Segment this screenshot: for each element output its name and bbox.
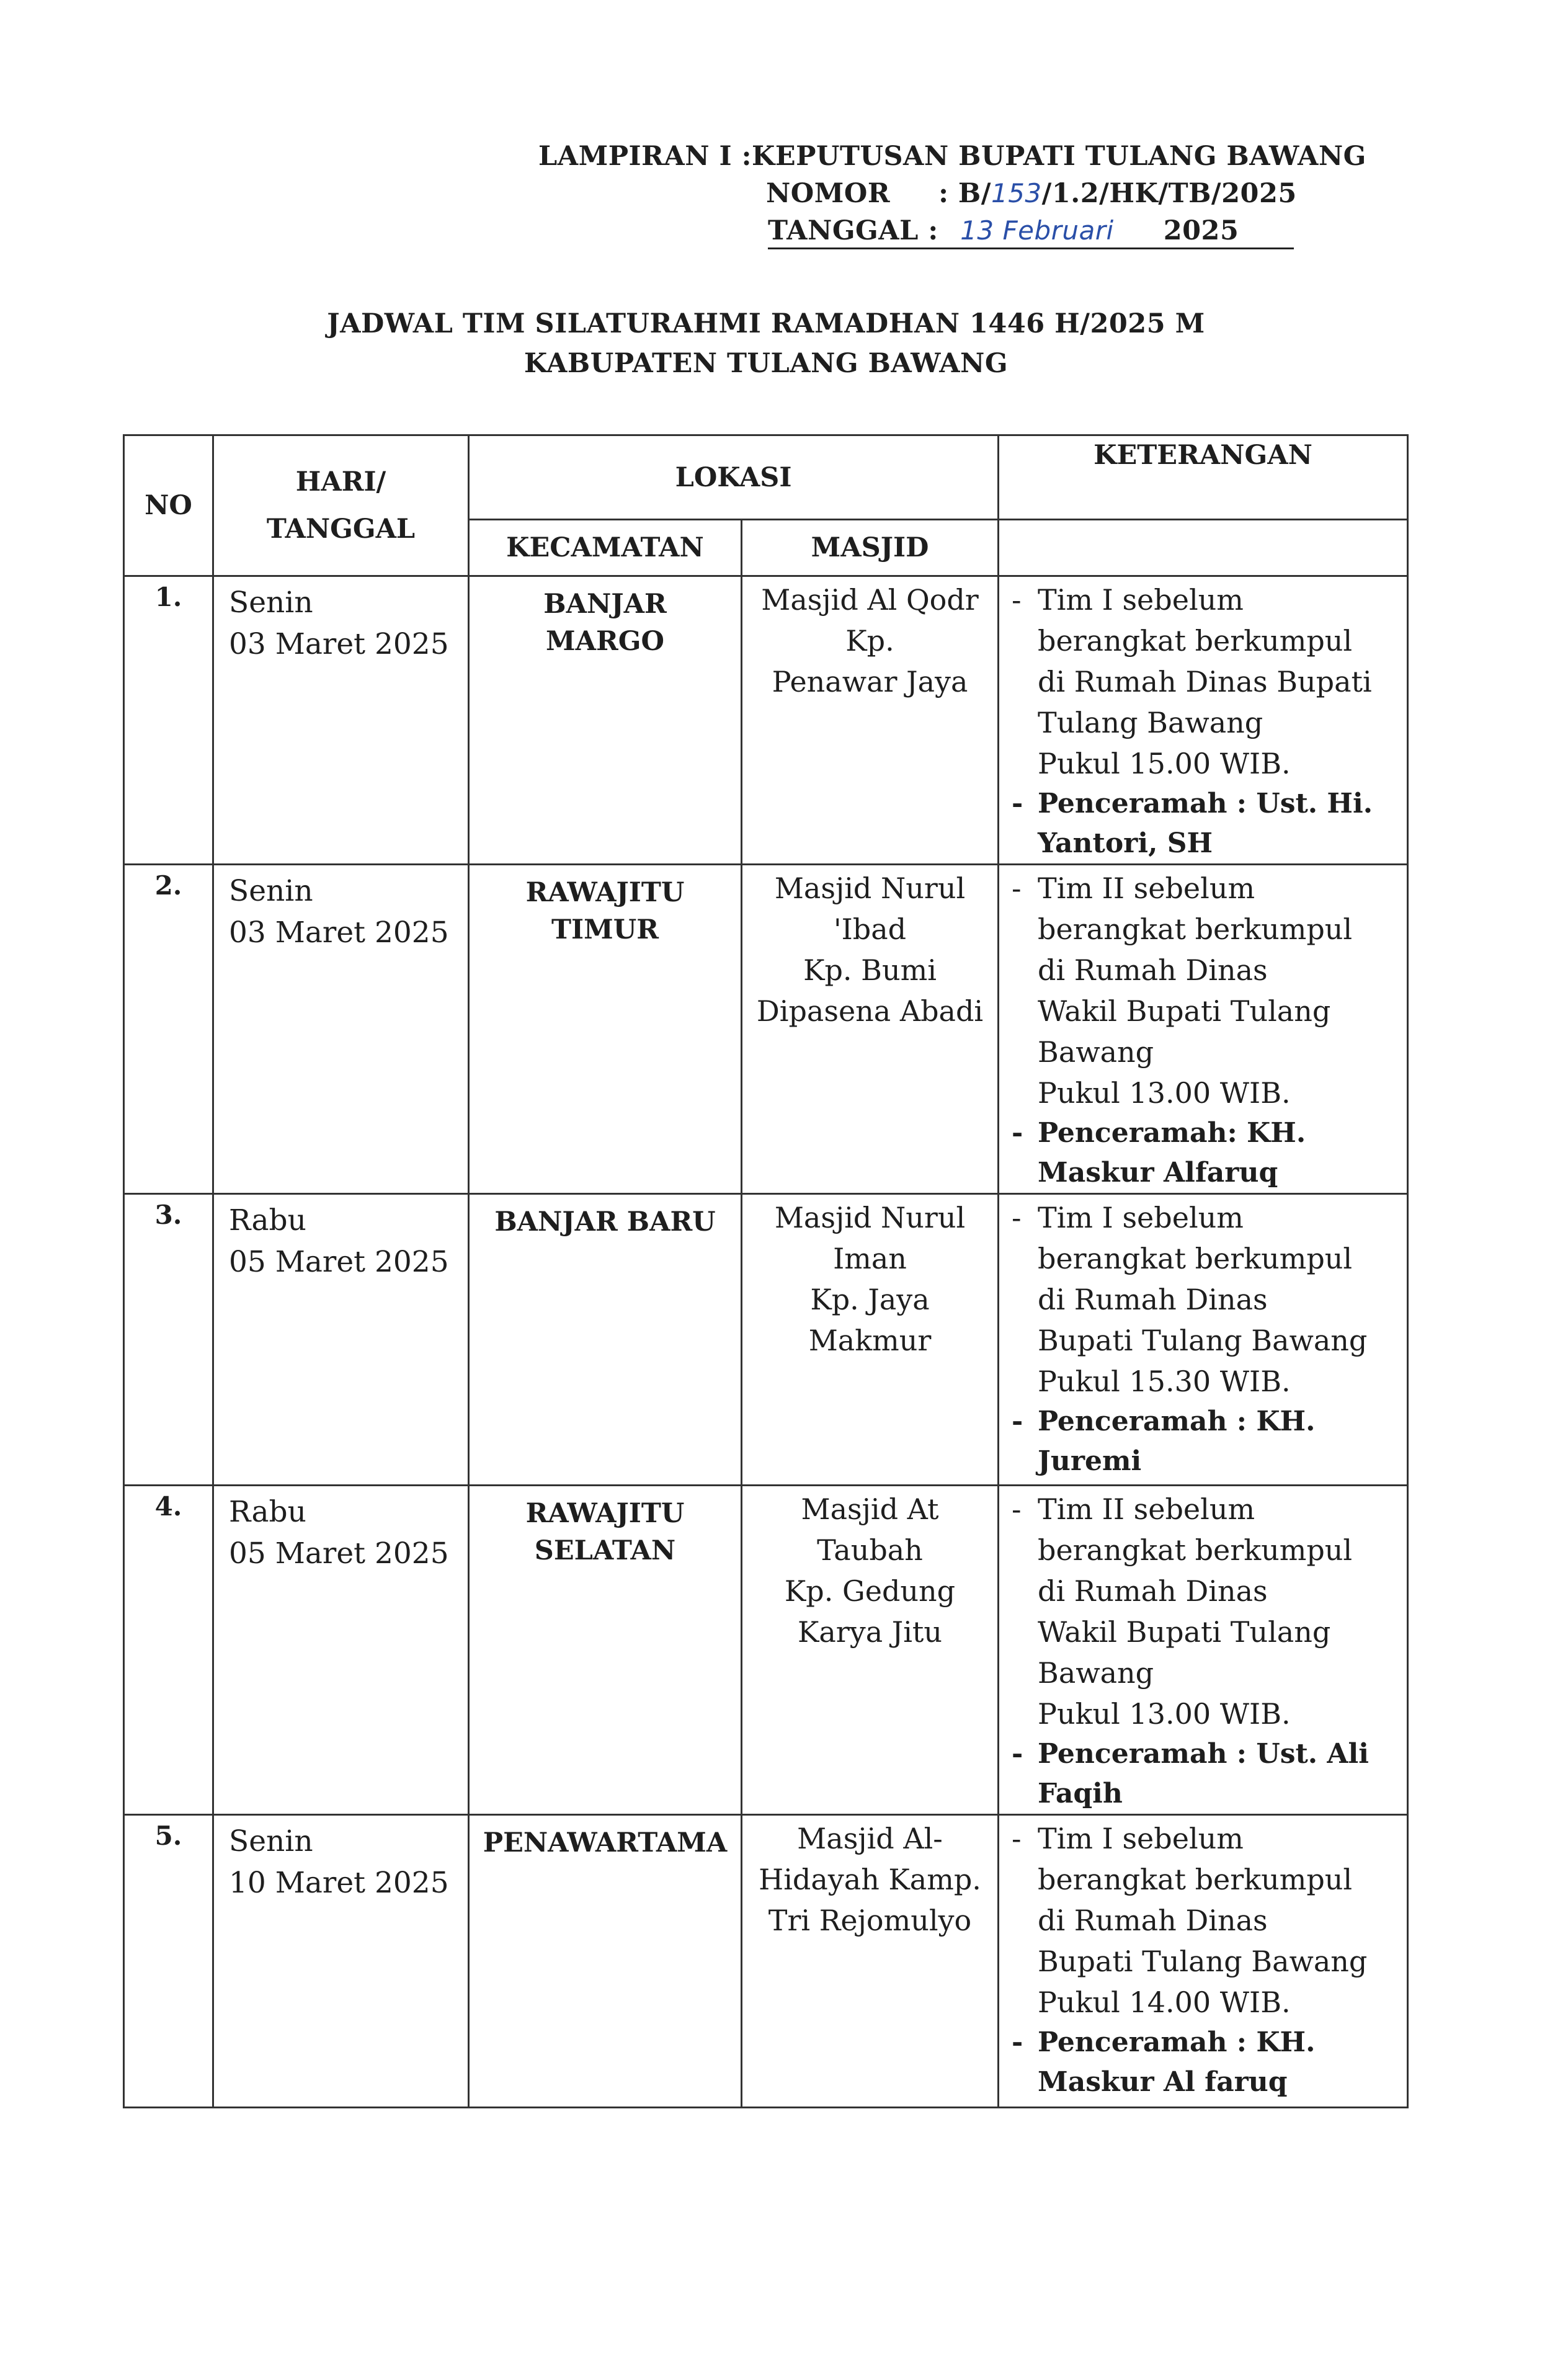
cell-keterangan [999, 576, 1408, 865]
cell-masjid [742, 1486, 999, 1815]
kecamatan-line: SELATAN [534, 1535, 676, 1566]
lampiran-label: LAMPIRAN I : [538, 141, 752, 172]
cell-masjid [742, 1194, 999, 1486]
penceramah-line: Penceramah : KH. [1038, 2026, 1316, 2058]
masjid-line: Masjid Al Qodr [761, 583, 979, 617]
keterangan-line: Wakil Bupati Tulang [1038, 1615, 1331, 1649]
header-hari-tanggal [213, 435, 469, 576]
penceramah-line: Penceramah : Ust. Ali [1038, 1738, 1369, 1770]
kecamatan-line: RAWAJITU [525, 877, 685, 908]
masjid-line: Tri Rejomulyo [768, 1904, 972, 1937]
cell-kecamatan [469, 1815, 742, 2108]
table-row [124, 1194, 1408, 1486]
tanggal-handwritten: 13 Februari [960, 215, 1114, 246]
masjid-line: Makmur [808, 1324, 932, 1357]
keterangan-line: Wakil Bupati Tulang [1038, 994, 1331, 1028]
bullet-dash: - [1012, 1492, 1022, 1526]
masjid-line: Kp. Bumi [803, 953, 937, 987]
penceramah-line: Juremi [1038, 1445, 1142, 1477]
penceramah-line: Faqih [1038, 1778, 1123, 1809]
keterangan-info [1012, 1489, 1407, 1734]
keterangan-line: di Rumah Dinas [1038, 1904, 1268, 1937]
tanggal-label: TANGGAL : [768, 215, 948, 246]
cell-keterangan [999, 1486, 1408, 1815]
bullet-dash: - [1012, 583, 1022, 617]
cell-hari-tanggal [213, 1815, 469, 2108]
bullet-dash: - [1012, 1822, 1022, 1855]
keterangan-line: di Rumah Dinas [1038, 1574, 1268, 1608]
table-row [124, 865, 1408, 1194]
keterangan-line: di Rumah Dinas [1038, 1283, 1268, 1316]
header-keterangan: KETERANGAN [999, 435, 1408, 520]
masjid-line: Iman [833, 1242, 907, 1275]
masjid-line: Karya Jitu [797, 1615, 943, 1649]
schedule-table [123, 434, 1409, 2108]
cell-kecamatan [469, 1486, 742, 1815]
cell-no: 2. [124, 865, 213, 1194]
penceramah-info [1012, 2023, 1407, 2102]
cell-keterangan [999, 865, 1408, 1194]
cell-tanggal: 03 Maret 2025 [229, 916, 449, 950]
keterangan-line: berangkat berkumpul [1038, 912, 1353, 946]
nomor-line [538, 175, 1407, 212]
cell-tanggal: 03 Maret 2025 [229, 627, 449, 661]
keterangan-info [1012, 868, 1407, 1113]
nomor-suffix: /1.2/HK/TB/2025 [1041, 178, 1297, 209]
cell-hari-tanggal [213, 576, 469, 865]
cell-kecamatan [469, 576, 742, 865]
penceramah-line: Maskur Alfaruq [1038, 1157, 1278, 1188]
penceramah-line: Maskur Al faruq [1038, 2066, 1288, 2098]
schedule-body [124, 576, 1408, 2108]
keterangan-line: Pukul 15.00 WIB. [1038, 747, 1291, 780]
bullet-dash: - [1012, 1406, 1023, 1437]
keterangan-line: berangkat berkumpul [1038, 1533, 1353, 1567]
keterangan-line: Pukul 13.00 WIB. [1038, 1076, 1291, 1110]
keterangan-line: berangkat berkumpul [1038, 1863, 1353, 1896]
kecamatan-line: PENAWARTAMA [483, 1827, 728, 1858]
document-title [186, 304, 1346, 383]
cell-kecamatan [469, 865, 742, 1194]
cell-masjid [742, 1815, 999, 2108]
bullet-dash: - [1012, 1738, 1023, 1770]
kecamatan-line: TIMUR [551, 914, 659, 945]
cell-tanggal: 05 Maret 2025 [229, 1245, 449, 1279]
masjid-line: 'Ibad [833, 912, 907, 946]
nomor-prefix: : B/ [938, 178, 991, 209]
cell-no: 4. [124, 1486, 213, 1815]
keterangan-line: Tulang Bawang [1038, 706, 1263, 739]
penceramah-line: Penceramah : Ust. Hi. [1038, 788, 1373, 819]
masjid-line: Masjid Nurul [774, 872, 966, 905]
header-masjid: MASJID [742, 520, 999, 576]
bullet-dash: - [1012, 1201, 1022, 1234]
masjid-line: Kp. Gedung [784, 1574, 956, 1608]
keterangan-line: Tim I sebelum [1038, 583, 1244, 617]
keterangan-info [1012, 1818, 1407, 2023]
cell-hari-tanggal [213, 1194, 469, 1486]
title-line-2: KABUPATEN TULANG BAWANG [523, 348, 1009, 379]
keterangan-line: Bawang [1038, 1035, 1154, 1069]
nomor-label: NOMOR [766, 178, 891, 209]
bullet-dash: - [1012, 2026, 1023, 2058]
cell-hari: Senin [229, 1824, 313, 1858]
title-line-1: JADWAL TIM SILATURAHMI RAMADHAN 1446 H/2025 M [327, 308, 1205, 339]
penceramah-line: Penceramah : KH. [1038, 1406, 1316, 1437]
keterangan-line: Bawang [1038, 1656, 1154, 1690]
masjid-line: Masjid Al- [797, 1822, 943, 1855]
keterangan-line: Bupati Tulang Bawang [1038, 1945, 1368, 1978]
penceramah-info [1012, 1402, 1407, 1481]
tanggal-underline [768, 247, 1294, 249]
masjid-line: Taubah [817, 1533, 923, 1567]
tanggal-year: 2025 [1163, 215, 1239, 246]
cell-keterangan [999, 1815, 1408, 2108]
keterangan-line: Pukul 13.00 WIB. [1038, 1697, 1291, 1731]
penceramah-info [1012, 1734, 1407, 1814]
cell-hari: Senin [229, 874, 313, 908]
masjid-line: Penawar Jaya [772, 665, 968, 698]
masjid-line: Kp. [845, 624, 894, 658]
kecamatan-line: MARGO [546, 626, 664, 657]
masjid-line: Masjid Nurul [774, 1201, 966, 1234]
keterangan-info [1012, 1197, 1407, 1402]
header-keterangan-sub [999, 520, 1408, 576]
keterangan-line: berangkat berkumpul [1038, 624, 1353, 658]
masjid-line: Hidayah Kamp. [759, 1863, 981, 1896]
nomor-handwritten: 153 [991, 178, 1042, 208]
keterangan-line: Pukul 14.00 WIB. [1038, 1986, 1291, 2019]
bullet-dash: - [1012, 872, 1022, 905]
masjid-line: Dipasena Abadi [756, 994, 984, 1028]
cell-kecamatan [469, 1194, 742, 1486]
tanggal-line [538, 212, 1407, 249]
penceramah-info [1012, 784, 1407, 863]
cell-masjid [742, 865, 999, 1194]
table-row [124, 1486, 1408, 1815]
header-no: NO [124, 435, 213, 576]
lampiran-value: KEPUTUSAN BUPATI TULANG BAWANG [751, 141, 1366, 172]
cell-keterangan [999, 1194, 1408, 1486]
keterangan-info [1012, 579, 1407, 784]
keterangan-line: Pukul 15.30 WIB. [1038, 1365, 1291, 1398]
keterangan-line: Tim I sebelum [1038, 1822, 1244, 1855]
masjid-line: Masjid At [801, 1492, 939, 1526]
keterangan-line: Tim I sebelum [1038, 1201, 1244, 1234]
keterangan-line: Tim II sebelum [1038, 872, 1255, 905]
keterangan-line: Bupati Tulang Bawang [1038, 1324, 1368, 1357]
cell-no: 3. [124, 1194, 213, 1486]
penceramah-info [1012, 1113, 1407, 1193]
cell-hari-tanggal [213, 865, 469, 1194]
cell-no: 1. [124, 576, 213, 865]
bullet-dash: - [1012, 788, 1023, 819]
header-lokasi: LOKASI [469, 435, 999, 520]
header-hari: HARI/ [295, 466, 386, 497]
masjid-line: Kp. Jaya [810, 1283, 930, 1316]
cell-masjid [742, 576, 999, 865]
header-kecamatan: KECAMATAN [469, 520, 742, 576]
bullet-dash: - [1012, 1117, 1023, 1149]
lampiran-header [538, 138, 1407, 249]
cell-hari: Rabu [229, 1495, 306, 1529]
keterangan-line: di Rumah Dinas [1038, 953, 1268, 987]
kecamatan-line: BANJAR BARU [494, 1206, 716, 1237]
table-row [124, 1815, 1408, 2108]
header-tanggal: TANGGAL [266, 514, 416, 545]
table-row [124, 576, 1408, 865]
cell-no: 5. [124, 1815, 213, 2108]
penceramah-line: Yantori, SH [1038, 827, 1213, 859]
lampiran-line [538, 138, 1407, 175]
cell-tanggal: 05 Maret 2025 [229, 1536, 449, 1571]
keterangan-line: berangkat berkumpul [1038, 1242, 1353, 1275]
cell-tanggal: 10 Maret 2025 [229, 1866, 449, 1900]
keterangan-line: Tim II sebelum [1038, 1492, 1255, 1526]
penceramah-line: Penceramah: KH. [1038, 1117, 1306, 1149]
cell-hari: Rabu [229, 1203, 306, 1237]
cell-hari: Senin [229, 586, 313, 620]
kecamatan-line: RAWAJITU [525, 1498, 685, 1529]
kecamatan-line: BANJAR [543, 589, 667, 620]
cell-hari-tanggal [213, 1486, 469, 1815]
keterangan-line: di Rumah Dinas Bupati [1038, 665, 1372, 698]
